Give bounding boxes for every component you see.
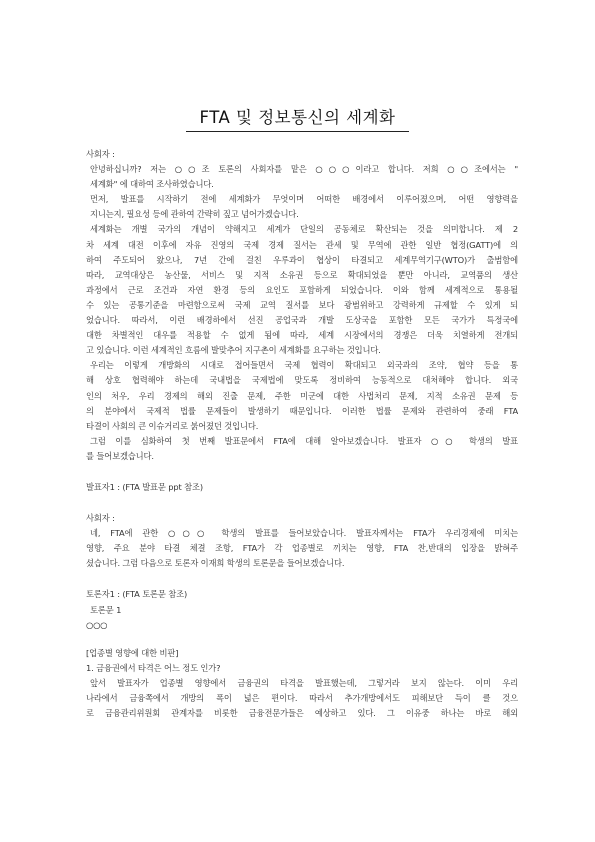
paragraph-line: 를 들어보겠습니다.: [86, 450, 154, 461]
speaker-label: 발표자1 : (FTA 발표문 ppt 참조): [86, 481, 203, 492]
speaker-label: 토론자1 : (FTA 토론문 참조): [86, 589, 188, 600]
document-body: [86, 147, 518, 721]
paragraph-line: 셨습니다. 그럼 다음으로 토론자 이재희 학생의 토론문을 들어보겠습니다.: [86, 558, 345, 569]
paragraph-line: 나라에서 금융쪽에서 개방의 폭이 넓은 편이다. 따라서 추가개방에서도 피해보단 득이 클 것으: [86, 693, 518, 703]
speaker-label: 사회자 :: [86, 149, 115, 159]
paragraph-line: 타결이 사회의 큰 이슈거리로 붉어졌던 것입니다.: [86, 420, 259, 431]
spacer: [86, 464, 518, 480]
paragraph-line: 앞서 발표자가 업종별 영향에서 금융권의 타격을 발표했는데, 그렇거라 보지 않는다. 이미 우리: [90, 677, 518, 688]
question-heading: 1. 금융권에서 타격은 어느 정도 인가?: [86, 662, 221, 673]
paragraph-line: 네, FTA에 관한 ○○○ 학생의 발표를 들어보았습니다. 발표자께서는 FTA가 우리경제에 미치는: [90, 528, 518, 539]
paragraph-line: 로 금융관리위원회 관계자를 비롯한 금융전문가들은 예상하고 있다. 그 이유중 하나는 바로 해외: [86, 708, 518, 719]
paragraph-line: 세계화" 에 대하여 조사하였습니다.: [90, 179, 214, 190]
paragraph-line: 먼저, 발표를 시작하기 전에 세계화가 무엇이며 어떠한 배경에서 이루어졌으며, 어떤 영향력을: [90, 194, 518, 205]
paragraph-line: 었습니다. 따라서, 이런 배경하에서 선진 공업국과 개발 도상국을 포함한 모든 국가가 특정국에: [86, 315, 518, 326]
spacer: [86, 495, 518, 511]
document-title: FTA 및 정보통신의 세계화: [186, 104, 410, 132]
section-heading: [업종별 영향에 대한 비판]: [86, 647, 179, 658]
title-block: [0, 104, 595, 132]
paragraph-line: 대한 차별적인 대우를 적용할 수 없게 됨에 따라, 세계 시장에서의 경쟁은 더욱 치열하게 전개되: [86, 330, 518, 341]
paragraph-line: 과정에서 근로 조건과 자연 환경 등의 요인도 포함하게 되었습니다. 이와 함께 세계적으로 통용될: [86, 284, 518, 295]
paragraph-line: 수 있는 공통기준을 마련함으로써 국제 교역 질서를 보다 광범위하고 강력하게 규제할 수 있게 되: [86, 299, 518, 310]
spacer: [86, 571, 518, 587]
paragraph-line: 차 세계 대전 이후에 자유 진영의 국제 경제 질서는 관세 및 무역에 관한 일반 협정(GATT)에 의: [86, 239, 518, 250]
subheading: 토론문 1: [90, 604, 122, 615]
paragraph-line: 따라, 교역대상은 농산물, 서비스 및 지적 소유권 등으로 확대되었을 뿐만 아니라, 교역품의 생산: [86, 269, 518, 280]
paragraph-line: 안녕하십니까? 저는 ○○조 토론의 사회자를 맡은 ○○○이라고 합니다. 저희 ○○조에서는 ": [90, 164, 518, 175]
paragraph-line: 영향, 주요 분야 타결 체결 조항, FTA가 각 업종별로 끼치는 영향, FTA 찬,반대의 입장을 밝혀주: [86, 543, 518, 554]
spacer: [86, 633, 518, 646]
paragraph-line: 세계화는 개별 국가의 개념이 약해지고 세계가 단일의 공동체로 확산되는 것을 의미합니다. 제 2: [90, 224, 518, 235]
speaker-label: 사회자 :: [86, 513, 115, 524]
paragraph-line: 그럼 이를 심화하여 첫 번째 발표문에서 FTA에 대해 알아보겠습니다. 발표자 ○○ 학생의 발표: [90, 435, 518, 446]
paragraph-line: 의 분야에서 국제적 법률 문제들이 발생하기 때문입니다. 이러한 법률 문제와 관련하여 중래 FTA: [86, 405, 518, 416]
paragraph-line: 하여 주도되어 왔으나, 7년 간에 걸친 우루과이 협상이 타결되고 세계무역기구(WTO)가 출범함에: [86, 254, 518, 265]
paragraph-line: 해 상호 협력해야 하는데 국내법을 국제법에 맞도록 정비하여 능동적으로 대처해야 합니다. 외국: [86, 375, 518, 386]
paragraph-line: 고 있습니다. 이런 세계적인 흐름에 발맞추어 지구촌이 세계화를 요구하는 것입니다.: [86, 345, 381, 356]
paragraph-line: 우리는 이렇게 개방화의 시대로 접어들면서 국제 협력이 확대되고 외국과의 조약, 협약 등을 통: [90, 360, 518, 371]
paragraph-line: 인의 처우, 우리 경제의 해외 진출 문제, 주한 미군에 대한 사법처리 문제, 지적 소유권 문제 등: [86, 390, 518, 401]
paragraph-line: 지니는지, 필요성 등에 관하여 간략히 짚고 넘어가겠습니다.: [90, 209, 299, 220]
author-name: ○○○: [86, 619, 108, 630]
